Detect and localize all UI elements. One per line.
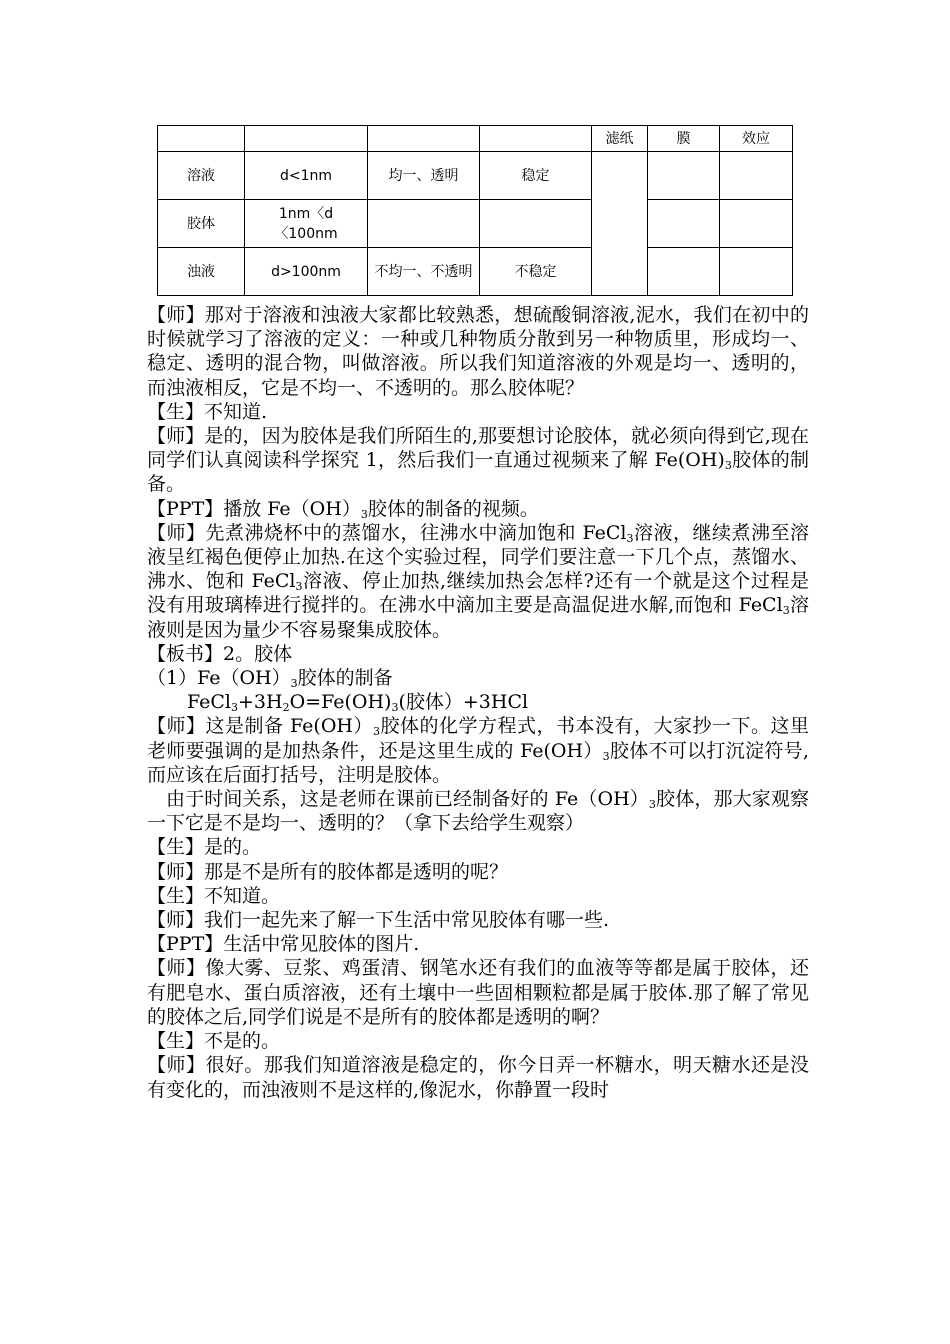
chemical-equation: [147, 690, 809, 714]
subscript: 3: [626, 531, 634, 545]
header-cell-effect: 效应: [720, 126, 793, 152]
text-run: 胶体的化学方程式，书本没有，大家抄一下。这里老师要强调的是加热条件，还是这里生成的 Fe(OH）: [147, 715, 809, 762]
paragraph: 【PPT】生活中常见胶体的图片.: [147, 933, 420, 956]
table-row: [158, 200, 793, 248]
text-run: FeCl: [187, 691, 232, 714]
effect-cell: [720, 152, 793, 200]
membrane-cell: [648, 200, 720, 248]
subscript: 2: [282, 701, 290, 715]
membrane-cell: [648, 152, 720, 200]
table-header-row: [158, 126, 793, 152]
text-run: 胶体的制备的视频。: [367, 497, 539, 520]
row-name: 胶体: [158, 200, 245, 248]
effect-cell: [720, 248, 793, 296]
text-run: 溶液，继续煮沸至溶液呈红褐色便停止加热.在这个实验过程，同学们要注意一下几个点，蒸馏水、沸水、饱和 FeCl: [147, 521, 809, 593]
text-run: （1）Fe（OH）: [147, 667, 291, 690]
subscript: 3: [724, 459, 732, 473]
particle-size: 1nm〈d〈100nm: [245, 200, 368, 248]
appearance: 不均一、不透明: [368, 248, 480, 296]
subscript: 3: [372, 725, 380, 739]
dispersion-comparison-table: [157, 125, 793, 296]
subscript: 3: [360, 507, 368, 521]
paragraph: 【生】是的。: [147, 836, 262, 859]
paragraph: 【师】像大雾、豆浆、鸡蛋清、钢笔水还有我们的血液等等都是属于胶体，还有肥皂水、蛋白质溶液，还有土壤中一些固相颗粒都是属于胶体.那了解了常见的胶体之后,同学们说是不是所有的胶体都是透明的啊？: [147, 957, 809, 1028]
paragraph: [147, 521, 809, 642]
text-run: O=Fe(OH): [289, 691, 392, 714]
text-run: 【师】这是制备 Fe(OH）: [147, 715, 373, 738]
header-cell: [158, 126, 245, 152]
appearance: [368, 200, 480, 248]
paragraph: 【生】不是的。: [147, 1030, 281, 1053]
board-subheading: [147, 666, 809, 690]
text-run: 胶体不可以打沉淀符号,而应该在后面打括号，注明是胶体。: [147, 739, 809, 786]
paragraph: 【生】不知道。: [147, 884, 281, 907]
membrane-cell: [648, 248, 720, 296]
effect-cell: [720, 200, 793, 248]
paragraph: 【师】那是不是所有的胶体都是透明的呢？: [147, 860, 509, 883]
text-run: 【PPT】播放 Fe（OH）: [147, 497, 361, 520]
paragraph: [147, 787, 809, 835]
board-heading: 【板书】2。胶体: [147, 642, 293, 665]
paragraph: [147, 497, 809, 521]
text-run: 由于时间关系，这是老师在课前已经制备好的 Fe（OH）: [166, 788, 649, 811]
paragraph: 【师】很好。那我们知道溶液是稳定的，你今日弄一杯糖水，明天糖水还是没有变化的，而浊液则不是这样的,像泥水，你静置一段时: [147, 1054, 809, 1101]
paragraph: 【生】不知道.: [147, 400, 268, 423]
appearance: 均一、透明: [368, 152, 480, 200]
stability: 稳定: [480, 152, 592, 200]
text-run: 溶液则是因为量少不容易聚集成胶体。: [147, 594, 809, 641]
paragraph: 【师】那对于溶液和浊液大家都比较熟悉，想硫酸铜溶液,泥水，我们在初中的时候就学习了溶液的定义：一种或几种物质分散到另一种物质里，形成均一、稳定、透明的混合物，叫做溶液。所以我们知道溶液的外观是均一、透明的，而浊液相反，它是不均一、不透明的。那么胶体呢？: [147, 304, 809, 399]
subscript: 3: [391, 701, 399, 715]
text-run: 胶体，那大家观察一下它是不是均一、透明的？（拿下去给学生观察）: [147, 788, 809, 835]
subscript: 3: [602, 749, 610, 763]
particle-size: d>100nm: [245, 248, 368, 296]
stability: 不稳定: [480, 248, 592, 296]
header-cell-membrane: 膜: [648, 126, 720, 152]
subscript: 3: [648, 798, 656, 812]
text-run: +3H: [238, 691, 283, 714]
row-name: 溶液: [158, 152, 245, 200]
paragraph: 【师】我们一起先来了解一下生活中常见胶体有哪一些.: [147, 909, 610, 932]
subscript: 3: [782, 604, 790, 618]
text-run: 溶液、停止加热,继续加热会怎样?还有一个就是这个过程是没有用玻璃棒进行搅拌的。在沸水中滴加主要是高温促进水解,而饱和 FeCl: [147, 570, 809, 617]
text-run: (胶体）+3HCl: [398, 691, 529, 714]
stability: [480, 200, 592, 248]
paragraph: [147, 714, 809, 787]
subscript: 3: [231, 701, 239, 715]
subscript: 3: [295, 580, 303, 594]
table-row: [158, 248, 793, 296]
paragraph: [147, 424, 809, 497]
particle-size: d<1nm: [245, 152, 368, 200]
text-run: 胶体的制备: [297, 667, 393, 690]
table-row: [158, 152, 793, 200]
header-cell: [480, 126, 592, 152]
header-cell-filter-paper: 滤纸: [592, 126, 648, 152]
header-cell: [368, 126, 480, 152]
row-name: 浊液: [158, 248, 245, 296]
subscript: 3: [290, 677, 298, 691]
filter-paper-cell: [592, 152, 648, 296]
header-cell: [245, 126, 368, 152]
text-run: 胶体的制备。: [147, 449, 809, 496]
text-run: 【师】先煮沸烧杯中的蒸馏水，往沸水中滴加饱和 FeCl: [147, 521, 627, 544]
lesson-transcript: [147, 303, 809, 1102]
text-run: 【师】是的，因为胶体是我们所陌生的,那要想讨论胶体，就必须向得到它,现在同学们认真阅读科学探究 1，然后我们一直通过视频来了解 Fe(OH): [147, 425, 809, 472]
